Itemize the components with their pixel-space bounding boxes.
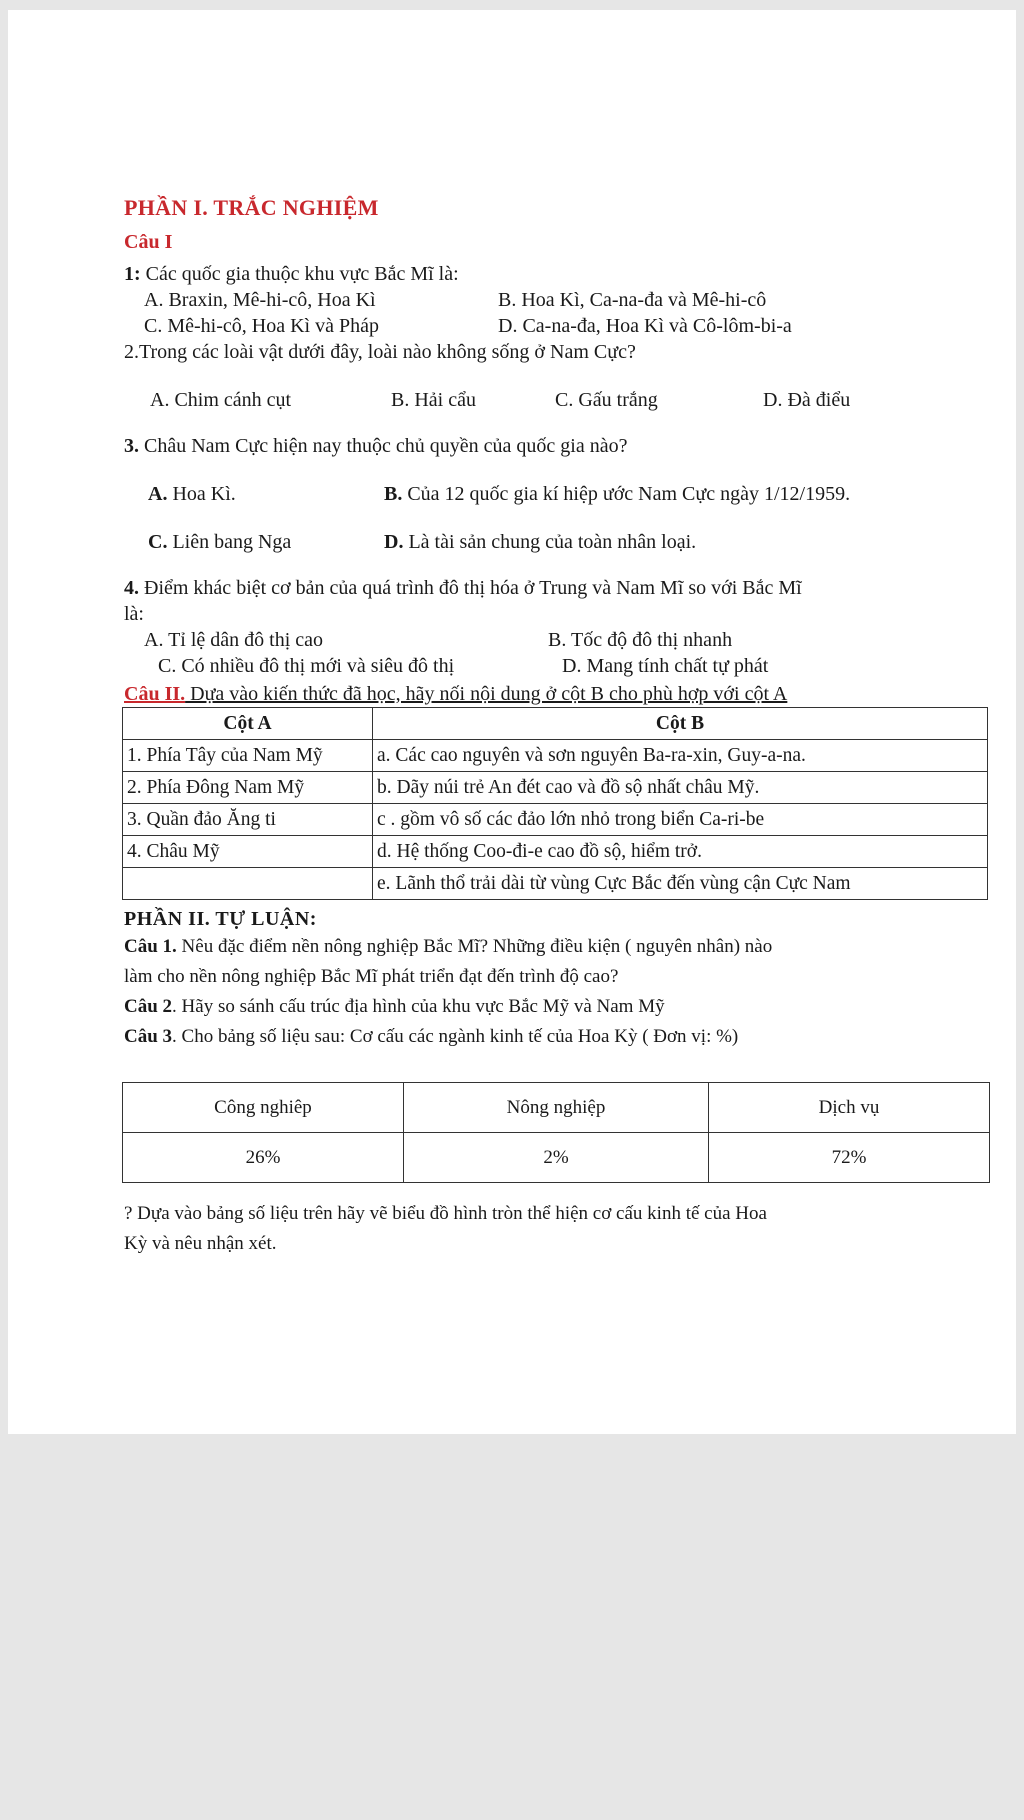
q3-option-b: Của 12 quốc gia kí hiệp ước Nam Cực ngày 1/12/1959. [402, 483, 851, 505]
prompt-text: ? Dựa vào bảng số liệu trên hãy vẽ biểu đồ hình tròn thể hiện cơ cấu kinh tế của Hoa [124, 1203, 767, 1224]
question-4 [116, 575, 996, 679]
c3-label: Câu 3 [124, 1026, 173, 1047]
header-cot-a: Cột A [123, 708, 373, 740]
document-page [8, 10, 1016, 1434]
c2-label: Câu 2 [124, 996, 173, 1017]
matching-table [122, 707, 988, 900]
table-row [123, 772, 988, 804]
q3-option-c: Liên bang Nga [167, 531, 292, 553]
q2-option-c: C. Gấu trắng [555, 389, 658, 411]
document-body [116, 195, 996, 1259]
q1-text: Các quốc gia thuộc khu vực Bắc Mĩ là: [140, 263, 459, 285]
q1-option-c: C. Mê-hi-cô, Hoa Kì và Pháp [144, 315, 379, 337]
q4-option-d: D. Mang tính chất tự phát [562, 655, 769, 677]
q3-option-a-key: A. [148, 483, 168, 505]
q3-option-d: Là tài sản chung của toàn nhân loại. [403, 531, 697, 553]
q2-text: 2.Trong các loài vật dưới đây, loài nào không sống ở Nam Cực? [124, 341, 636, 363]
header-dich-vu: Dịch vụ [709, 1083, 990, 1133]
prompt-text-cont: Kỳ và nêu nhận xét. [124, 1233, 277, 1254]
cau2-text: Dựa vào kiến thức đã học, hãy nối nội dung ở cột B cho phù hợp với cột A [185, 683, 788, 705]
cot-b-cell: a. Các cao nguyên và sơn nguyên Ba-ra-xin, Guy-a-na. [373, 740, 988, 772]
q2-option-a: A. Chim cánh cụt [150, 389, 292, 411]
q3-option-a: Hoa Kì. [167, 483, 236, 505]
header-cong-nghiep: Công nghiêp [123, 1083, 404, 1133]
cot-a-cell: 1. Phía Tây của Nam Mỹ [123, 740, 373, 772]
cot-a-cell: 2. Phía Đông Nam Mỹ [123, 772, 373, 804]
q4-text: Điểm khác biệt cơ bản của quá trình đô thị hóa ở Trung và Nam Mĩ so với Bắc Mĩ [139, 577, 802, 599]
cau2-label: Câu II. [124, 683, 186, 705]
table-row [123, 740, 988, 772]
q3-option-b-key: B. [384, 483, 403, 505]
c1-text: Nêu đặc điểm nền nông nghiệp Bắc Mĩ? Những điều kiện ( nguyên nhân) nào [176, 936, 773, 957]
q1-number: 1: [124, 263, 141, 285]
q4-text-cont: là: [124, 603, 144, 625]
cot-b-cell: b. Dãy núi trẻ An đét cao và đồ sộ nhất châu Mỹ. [373, 772, 988, 804]
cot-b-cell: c . gồm vô số các đảo lớn nhỏ trong biển Ca-ri-be [373, 804, 988, 836]
q3-option-d-key: D. [384, 531, 404, 553]
question-2 [116, 339, 996, 413]
question-3 [116, 433, 996, 555]
cot-a-cell [123, 868, 373, 900]
q4-option-b: B. Tốc độ đô thị nhanh [548, 629, 733, 651]
value-cong-nghiep: 26% [123, 1133, 404, 1183]
value-dich-vu: 72% [709, 1133, 990, 1183]
c3-text: . Cho bảng số liệu sau: Cơ cấu các ngành kinh tế của Hoa Kỳ ( Đơn vị: %) [172, 1026, 739, 1047]
q3-text: Châu Nam Cực hiện nay thuộc chủ quyền của quốc gia nào? [139, 435, 628, 457]
value-nong-nghiep: 2% [404, 1133, 709, 1183]
q4-number: 4. [124, 577, 139, 599]
c1-label: Câu 1. [124, 936, 177, 957]
q1-option-a: A. Braxin, Mê-hi-cô, Hoa Kì [144, 289, 376, 311]
q3-number: 3. [124, 435, 139, 457]
part2-title: PHẦN II. TỰ LUẬN: [124, 908, 317, 930]
question-1 [116, 261, 996, 339]
c2-text: . Hãy so sánh cấu trúc địa hình của khu vực Bắc Mỹ và Nam Mỹ [172, 996, 665, 1017]
q3-option-c-key: C. [148, 531, 168, 553]
c1-text-cont: làm cho nền nông nghiệp Bắc Mĩ phát triển đạt đến trình độ cao? [124, 966, 619, 987]
cot-b-cell: e. Lãnh thổ trải dài từ vùng Cực Bắc đến vùng cận Cực Nam [373, 868, 988, 900]
part1-title: PHẦN I. TRẮC NGHIỆM [124, 195, 379, 220]
cot-a-cell: 3. Quần đảo Ăng ti [123, 804, 373, 836]
cau2-section [116, 681, 996, 900]
q1-option-b: B. Hoa Kì, Ca-na-đa và Mê-hi-cô [498, 289, 767, 311]
part2-section [116, 906, 996, 1259]
table-row [123, 868, 988, 900]
header-cot-b: Cột B [373, 708, 988, 740]
table-row [123, 836, 988, 868]
q2-option-d: D. Đà điểu [763, 389, 851, 411]
economy-table [122, 1082, 990, 1183]
q4-option-a: A. Tỉ lệ dân đô thị cao [144, 629, 324, 651]
q4-option-c: C. Có nhiều đô thị mới và siêu đô thị [158, 655, 455, 677]
cot-a-cell: 4. Châu Mỹ [123, 836, 373, 868]
cau1-label: Câu I [124, 231, 173, 253]
table-row [123, 804, 988, 836]
q2-option-b: B. Hải cẩu [391, 389, 476, 411]
header-nong-nghiep: Nông nghiệp [404, 1083, 709, 1133]
q1-option-d: D. Ca-na-đa, Hoa Kì và Cô-lôm-bi-a [498, 315, 792, 337]
cot-b-cell: d. Hệ thống Coo-đi-e cao đồ sộ, hiểm trở. [373, 836, 988, 868]
